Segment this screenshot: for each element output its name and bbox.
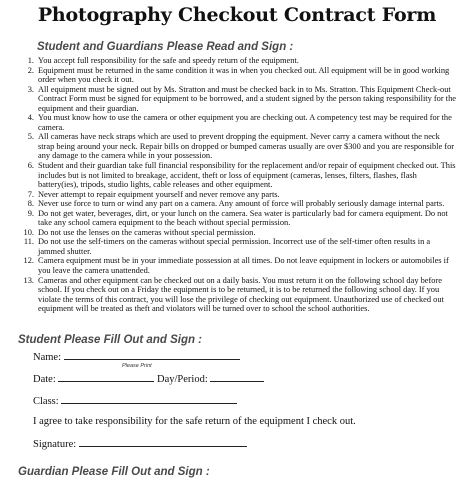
page-title: Photography Checkout Contract Form	[37, 4, 437, 26]
class-line[interactable]	[61, 394, 237, 404]
rule-item	[16, 228, 456, 238]
rule-number: 13.	[23, 275, 34, 285]
rule-item	[16, 56, 456, 66]
signature-line[interactable]	[79, 437, 247, 447]
rule-text: Cameras and other equipment can be checked out on a daily basis. You must return it on the following school day before school. If you check out on a Friday the equipment is to be returned, it is to be returned the following school day. If you violate the terms of this contract, you will lose the privilege of checking out equipment. Unauthorized use of checked out equipment will be treated as theft and violators will be turned over to school the school authorities.	[38, 275, 444, 314]
rules-list	[16, 56, 456, 314]
rule-item	[16, 132, 456, 161]
rule-number: 12.	[23, 256, 34, 266]
rule-text: Do not use the self-timers on the cameras without special permission. Incorrect use of the self-timer often results in a jammed shutter.	[38, 237, 431, 256]
rule-number: 10.	[23, 227, 34, 237]
rule-text: Camera equipment must be in your immediate possession at all times. Do not leave equipment in lockers or automobiles if you leave the camera unattended.	[38, 256, 449, 276]
guardian-section-heading: Guardian Please Fill Out and Sign :	[18, 466, 210, 478]
rule-number: 9.	[27, 208, 34, 218]
day-period-line[interactable]	[210, 372, 264, 382]
signature-label: Signature:	[33, 439, 77, 450]
rule-item	[16, 276, 456, 314]
date-line[interactable]	[58, 372, 154, 382]
date-field-row	[33, 372, 264, 385]
name-field-row	[33, 350, 240, 363]
rule-text: All equipment must be signed out by Ms. Stratton and must be checked back in to Ms. Stratton. This Equipment Check-out Contract Form must be signed for equipment to be borrowed, and a student signed by the person taking responsibility for the equipment and their guardian.	[38, 84, 456, 113]
signature-field-row	[33, 437, 247, 450]
name-line[interactable]	[64, 350, 240, 360]
rule-text: You must know how to use the camera or other equipment you are checking out. A competency test may be required for the camera.	[38, 113, 452, 132]
rule-number: 1.	[27, 56, 34, 65]
student-section-heading: Student Please Fill Out and Sign :	[18, 334, 203, 346]
rule-item	[16, 199, 456, 209]
rule-text: Do not use the lenses on the cameras without special permission.	[38, 227, 256, 237]
rule-text: All cameras have neck straps which are used to prevent dropping the equipment. Never carry a camera without the neck strap being around your neck. Repair bills on dropped or bumped cameras usually are over $300 and you are responsible for any damage to the camera while in your possession.	[38, 132, 455, 161]
day-period-label: Day/Period:	[157, 374, 208, 385]
class-label: Class:	[33, 396, 59, 407]
rule-number: 5.	[27, 132, 34, 142]
class-field-row	[33, 394, 237, 407]
rule-number: 6.	[27, 161, 34, 171]
rule-item	[16, 237, 456, 256]
rule-number: 7.	[27, 189, 34, 199]
please-print-hint: Please Print	[122, 363, 152, 369]
rule-item	[16, 113, 456, 132]
rule-item	[16, 85, 456, 114]
name-label: Name:	[33, 352, 61, 363]
student-guardian-heading: Student and Guardians Please Read and Sign :	[37, 41, 294, 53]
rule-item	[16, 190, 456, 200]
date-label: Date:	[33, 374, 56, 385]
agreement-text: I agree to take responsibility for the safe return of the equipment I check out.	[33, 416, 356, 427]
rule-item	[16, 256, 456, 275]
rule-number: 4.	[27, 113, 34, 123]
rule-text: Do not get water, beverages, dirt, or your lunch on the camera. Sea water is particularly bad for camera equipment. Do not take any school camera equipment to the beach without special permission.	[38, 208, 448, 228]
rule-number: 3.	[27, 84, 34, 94]
rule-item	[16, 209, 456, 228]
rule-text: Never use force to turn or wind any part on a camera. Any amount of force will probably seriously damage internal parts.	[38, 199, 445, 209]
rule-text: You accept full responsibility for the safe and speedy return of the equipment.	[38, 56, 299, 65]
rule-number: 11.	[23, 237, 34, 247]
rule-text: Never attempt to repair equipment yourself and never remove any parts.	[38, 189, 280, 199]
rule-text: Student and their guardian take full financial responsibility for the replacement and/or repair of equipment checked out. This includes but is not limited to breakage, accident, theft or loss of equipment (cameras, lenses, filters, flashes, flash battery(ies), tripods, studio lights, cable releases and other equipment.	[38, 161, 456, 190]
rule-item	[16, 66, 456, 85]
rule-number: 2.	[27, 65, 34, 75]
rule-item	[16, 161, 456, 190]
rule-text: Equipment must be returned in the same condition it was in when you checked out. All equipment will be in good working order when you check it out.	[38, 65, 450, 85]
rule-number: 8.	[27, 199, 34, 209]
